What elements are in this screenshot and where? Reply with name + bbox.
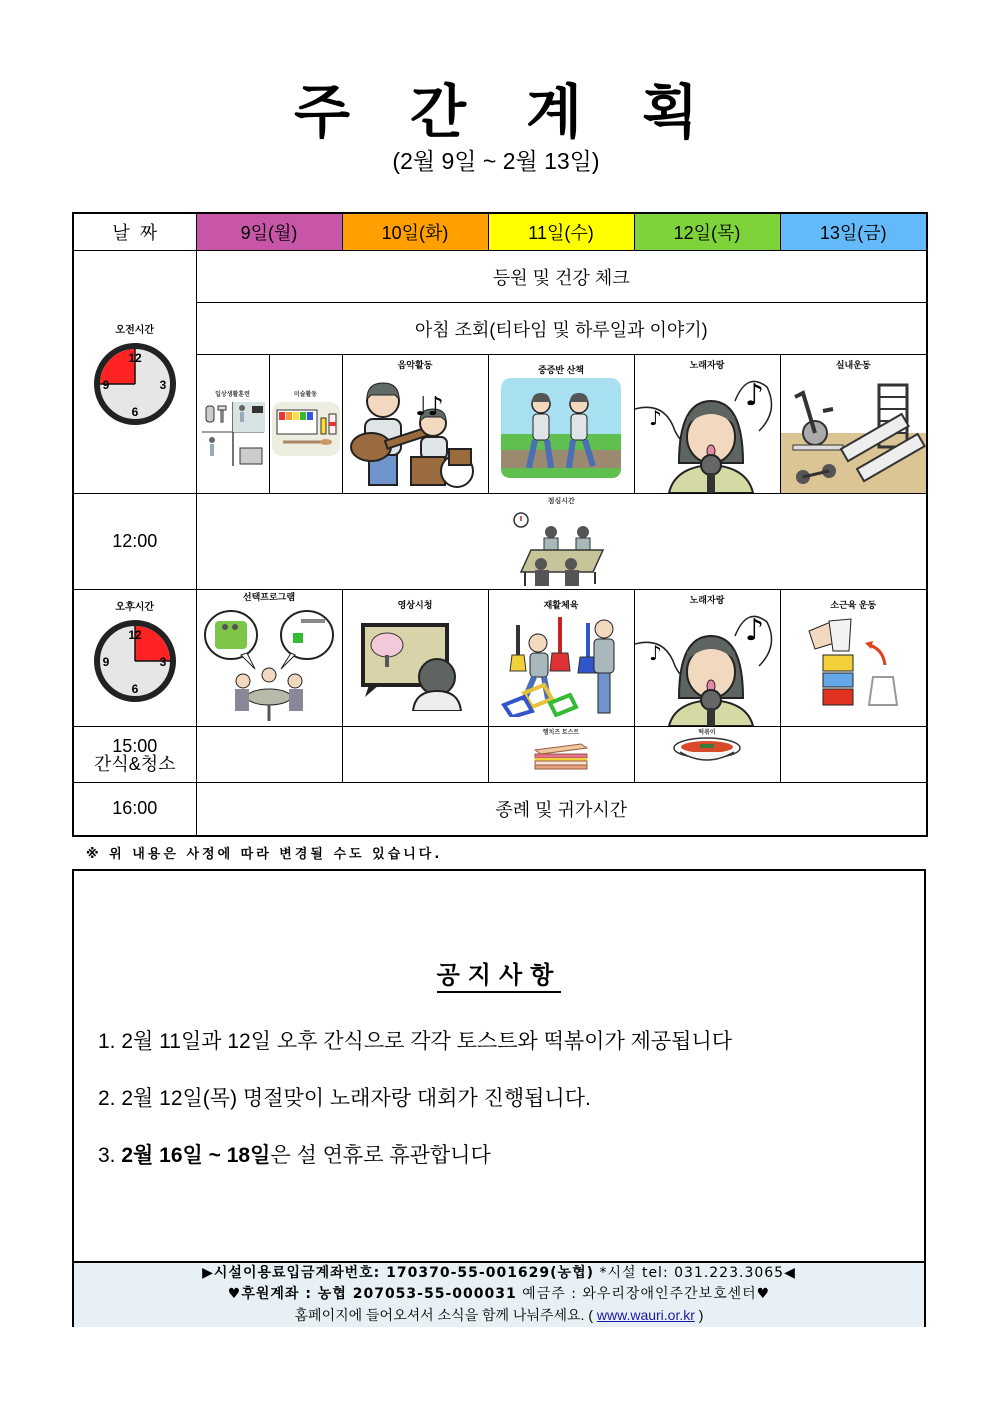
svg-text:♪: ♪ [649, 406, 662, 430]
choice-program-icon [201, 603, 337, 721]
afternoon-activities-row [73, 590, 927, 727]
svg-text:♩♪: ♩♪ [415, 392, 444, 422]
notice-number: 2. [98, 1087, 116, 1110]
art-supplies-icon [271, 398, 341, 456]
weekly-schedule-table [72, 212, 928, 837]
activity-mon-daily-living [196, 355, 269, 494]
page-title [0, 80, 992, 144]
activity-thu-singing [634, 590, 780, 727]
morning-activities-row [73, 355, 927, 494]
day-header-thu: 12일(목) [634, 213, 780, 251]
date-header-row [73, 213, 927, 251]
activity-label: 실내운동 [835, 360, 871, 370]
title-char: 주 [293, 78, 350, 146]
svg-text:3: 3 [159, 655, 167, 669]
footer-info [74, 1261, 924, 1327]
disclaimer-note: ※ 위 내용은 사정에 따라 변경될 수도 있습니다. [86, 847, 443, 862]
clock-afternoon-icon [93, 619, 177, 703]
donation-label: ♥후원계좌 : 농협 [227, 1286, 353, 1302]
snack-label: 햄치즈 토스트 [542, 730, 580, 736]
svg-text:♪: ♪ [745, 613, 765, 648]
activity-thu-singing [634, 355, 780, 494]
lunch-cell [196, 494, 927, 590]
closing-label: 종례 및 귀가시간 [196, 783, 927, 836]
snack-row [73, 727, 927, 783]
facility-tel: *시설 tel: 031.223.3065◀ [594, 1265, 796, 1281]
notice-text: 2월 11일과 12일 오후 간식으로 각각 토스트와 떡볶이가 제공됩니다 [121, 1030, 733, 1053]
activity-fri-indoor-exercise [780, 355, 927, 494]
notice-bold-text: 2월 16일 ~ 18일 [121, 1144, 271, 1167]
activity-mon-art [269, 355, 342, 494]
morning-assembly: 아침 조회(티타임 및 하루일과 이야기) [196, 303, 927, 355]
activity-label: 중증반 산책 [538, 365, 584, 375]
notice-text: 2월 12일(목) 명절맞이 노래자랑 대회가 진행됩니다. [121, 1087, 591, 1110]
snack-tue [342, 727, 488, 783]
activity-tue-video [342, 590, 488, 727]
snack-time-sub: 간식&청소 [93, 753, 176, 774]
activity-wed-walk [488, 355, 634, 494]
day-header-mon: 9일(월) [196, 213, 342, 251]
donation-account-number: 207053-55-000031 [352, 1286, 517, 1302]
activity-label: 소근육 운동 [830, 600, 877, 610]
snack-label: 떡볶이 [698, 730, 716, 736]
fee-account-number: 170370-55-001629(농협) [386, 1265, 594, 1281]
activity-mon-choice-program [196, 590, 342, 727]
activity-label: 음악활동 [397, 360, 433, 370]
music-band-icon [345, 371, 485, 489]
svg-text:12: 12 [128, 351, 142, 365]
lunch-time: 12:00 [73, 494, 196, 590]
activity-label: 일상생활훈련 [215, 392, 250, 398]
afternoon-time-label: 오후시간 [115, 602, 155, 613]
assembly-row [73, 303, 927, 355]
notice-item-3 [98, 1139, 491, 1169]
closing-row [73, 783, 927, 836]
snack-fri [780, 727, 927, 783]
tteokbokki-icon [672, 736, 742, 766]
daily-living-icon [200, 398, 266, 468]
footer-donation-account [74, 1284, 924, 1305]
title-char: 획 [642, 78, 699, 146]
fee-account-label: ▶시설이용료입금계좌번호: [202, 1265, 387, 1281]
activity-label: 영상시청 [397, 600, 433, 610]
activity-label: 노래자랑 [689, 595, 725, 605]
morning-time-label: 오전시간 [115, 325, 155, 336]
walking-icon [499, 376, 623, 480]
gym-equipment-icon [781, 371, 927, 493]
date-header-label: 날 짜 [73, 213, 196, 251]
notice-text: 은 설 연휴로 휴관합니다 [270, 1144, 491, 1167]
closing-time: 16:00 [73, 783, 196, 836]
activity-label: 미술활동 [293, 392, 318, 398]
footer-fee-account [74, 1263, 924, 1284]
snack-thu [634, 727, 780, 783]
lunch-table-icon [511, 506, 611, 586]
notice-box [72, 869, 926, 1327]
svg-text:♪: ♪ [745, 378, 765, 413]
svg-text:9: 9 [102, 378, 110, 392]
day-header-wed: 11일(수) [488, 213, 634, 251]
arrival-row [73, 251, 927, 303]
homepage-text-end: ) [694, 1307, 704, 1323]
arrival-health-check: 등원 및 건강 체크 [196, 251, 927, 303]
svg-text:♪: ♪ [649, 641, 662, 665]
activity-label: 선택프로그램 [242, 592, 296, 602]
notice-item-2 [98, 1082, 591, 1112]
activity-label: 재활체육 [543, 600, 579, 610]
notice-number: 3. [98, 1144, 116, 1167]
date-range: (2월 9일 ~ 2월 13일) [392, 148, 600, 174]
snack-time-cell [73, 727, 196, 783]
footer-homepage [74, 1305, 924, 1326]
activity-fri-fine-motor [780, 590, 927, 727]
notice-title-text: 공지사항 [437, 961, 562, 993]
lunch-label: 점심시간 [547, 498, 575, 505]
toast-icon [531, 736, 591, 770]
snack-time: 15:00 [112, 735, 158, 756]
svg-text:12: 12 [128, 628, 142, 642]
svg-text:6: 6 [131, 405, 139, 419]
day-header-tue: 10일(화) [342, 213, 488, 251]
homepage-text: 홈페이지에 들어오셔서 소식을 함께 나눠주세요. ( [294, 1307, 597, 1323]
svg-text:9: 9 [102, 655, 110, 669]
lunch-row [73, 494, 927, 590]
morning-time-cell [73, 251, 196, 494]
afternoon-time-cell [73, 590, 196, 727]
activity-wed-rehab-exercise [488, 590, 634, 727]
account-holder: 예금주 : 와우리장애인주간보호센터♥ [516, 1286, 771, 1302]
rehab-exercise-icon [494, 611, 628, 717]
clock-morning-icon [93, 342, 177, 426]
video-watching-icon [355, 611, 475, 711]
homepage-link[interactable]: www.wauri.or.kr [596, 1307, 695, 1323]
svg-text:6: 6 [131, 682, 139, 696]
singing-icon [635, 606, 779, 726]
title-char: 계 [526, 78, 583, 146]
notice-title [74, 955, 924, 990]
svg-text:3: 3 [159, 378, 167, 392]
notice-number: 1. [98, 1030, 116, 1053]
activity-tue-music [342, 355, 488, 494]
day-header-fri: 13일(금) [780, 213, 927, 251]
cup-stacking-icon [793, 611, 913, 711]
notice-item-1 [98, 1025, 732, 1055]
singing-icon [635, 371, 779, 493]
snack-mon [196, 727, 342, 783]
title-char: 간 [409, 78, 466, 146]
activity-label: 노래자랑 [689, 360, 725, 370]
snack-wed [488, 727, 634, 783]
